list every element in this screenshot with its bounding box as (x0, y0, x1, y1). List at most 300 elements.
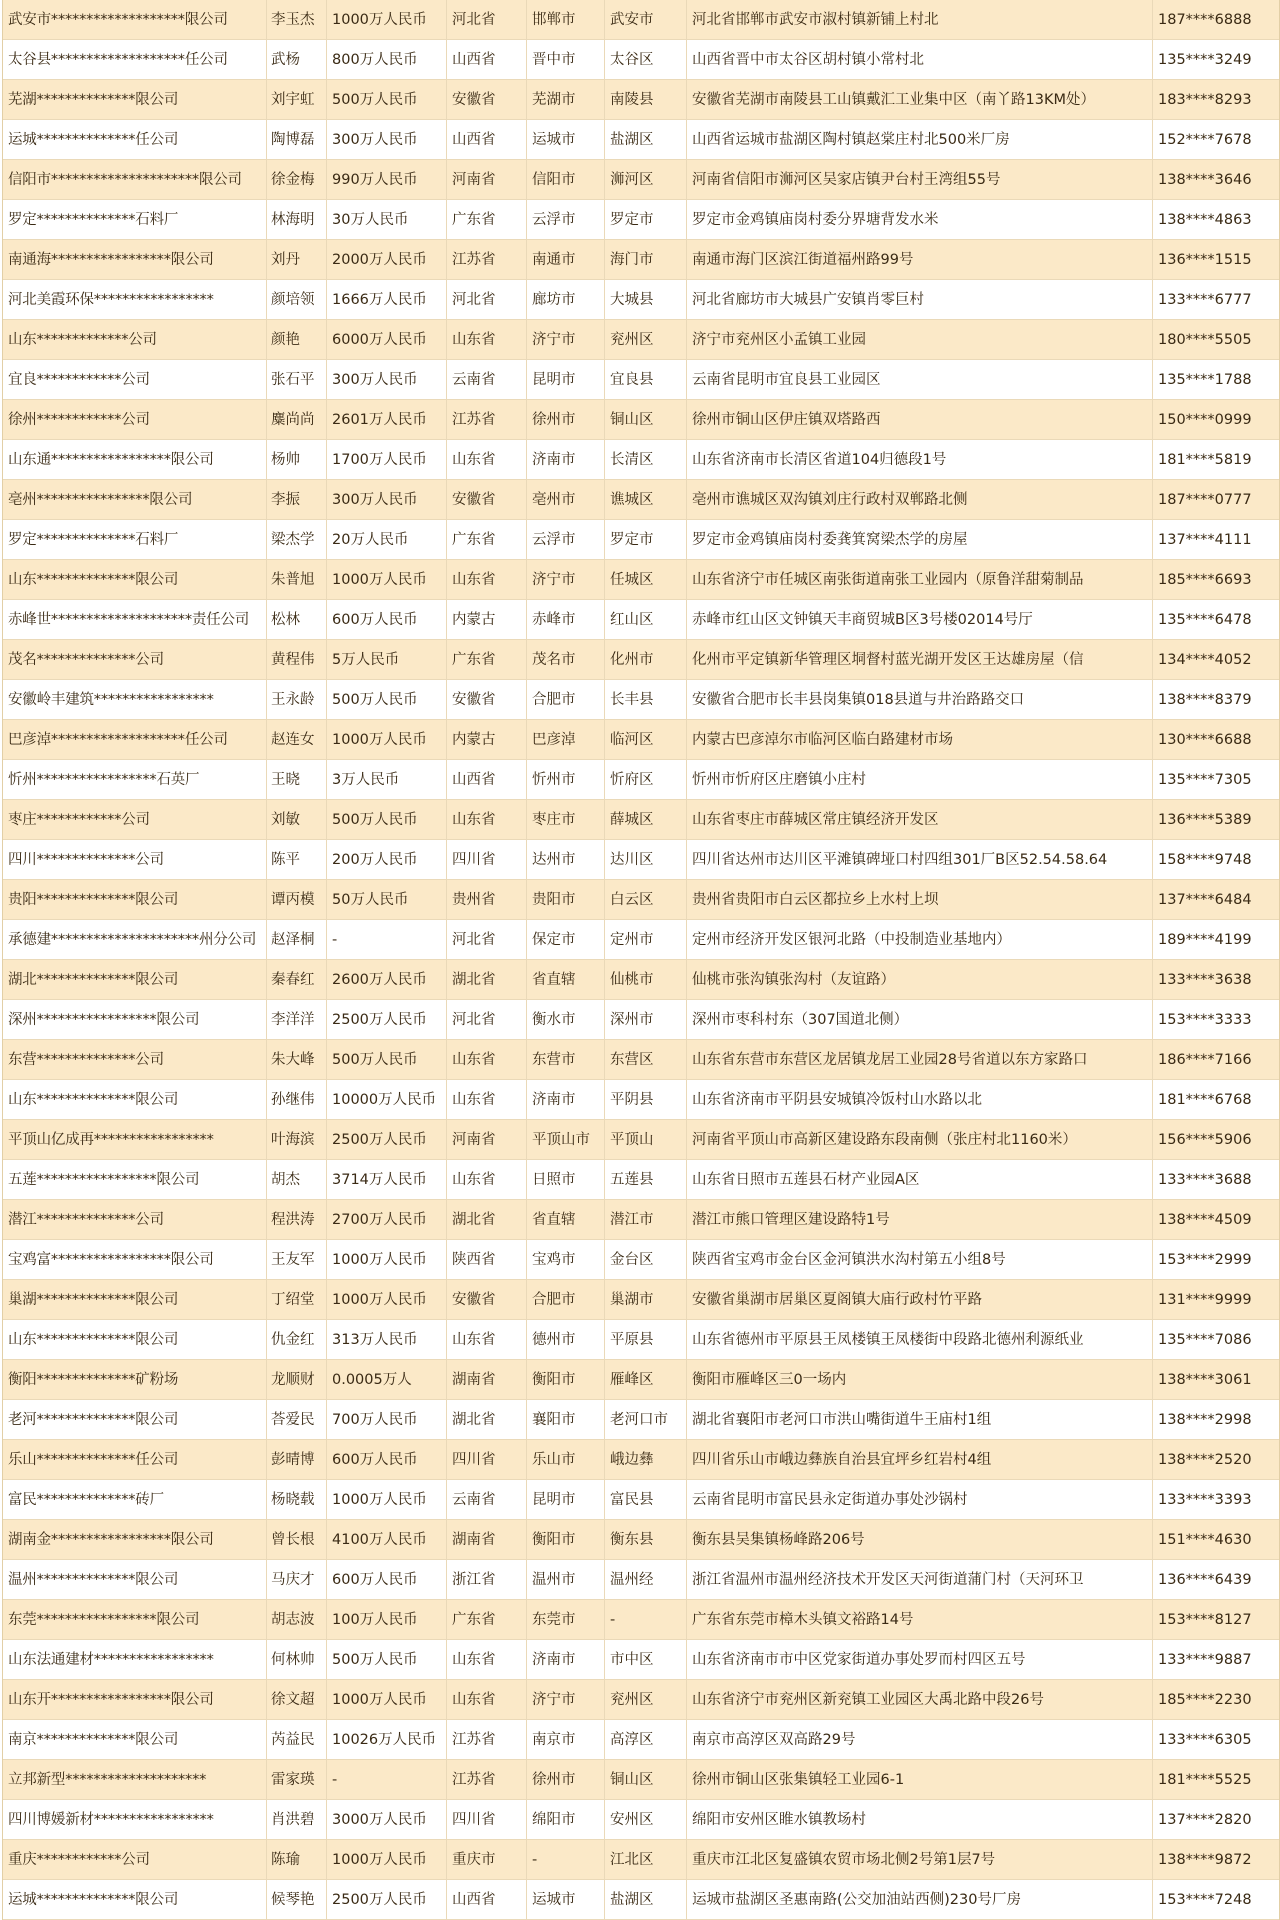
table-row (3, 1520, 1279, 1560)
company-name-cell: 赤峰世********************责任公司 (3, 600, 267, 639)
registered-capital-cell: 10000万人民币 (327, 1080, 447, 1119)
legal-person-cell: 陈瑜 (267, 1840, 327, 1879)
city-cell: 廊坊市 (527, 280, 605, 319)
legal-person-cell: 雷家瑛 (267, 1760, 327, 1799)
phone-cell: 136****1515 (1158, 252, 1252, 268)
phone-cell: 133****3638 (1158, 972, 1252, 988)
province-cell: 山东省 (447, 800, 527, 839)
province-cell: 山西省 (447, 120, 527, 159)
company-name-cell: 巢湖**************限公司 (3, 1280, 267, 1319)
company-name-cell: 衡阳**************矿粉场 (3, 1360, 267, 1399)
legal-person-cell: 杨晓载 (267, 1480, 327, 1519)
company-name-cell: 运城**************限公司 (3, 1880, 267, 1919)
company-name-cell: 宜良************公司 (3, 360, 267, 399)
table-row (3, 560, 1279, 600)
district-cell: 平顶山 (605, 1120, 687, 1159)
phone-cell: 133****6777 (1158, 292, 1252, 308)
phone-cell: 187****6888 (1158, 12, 1252, 28)
district-cell: 忻府区 (605, 760, 687, 799)
district-cell: 东营区 (605, 1040, 687, 1079)
province-cell: 江苏省 (447, 1760, 527, 1799)
city-cell: 温州市 (527, 1560, 605, 1599)
table-row (3, 1080, 1279, 1120)
table-row (3, 200, 1279, 240)
registered-capital-cell: 3714万人民币 (327, 1160, 447, 1199)
company-name-cell: 巴彦淖*******************任公司 (3, 720, 267, 759)
table-row (3, 1160, 1279, 1200)
company-name-cell: 枣庄************公司 (3, 800, 267, 839)
province-cell: 内蒙古 (447, 720, 527, 759)
registered-capital-cell: 1000万人民币 (327, 1480, 447, 1519)
company-name-cell: 五莲*****************限公司 (3, 1160, 267, 1199)
phone-cell: 153****2999 (1158, 1252, 1252, 1268)
address-cell: 南京市高淳区双高路29号 (687, 1720, 1153, 1759)
table-row (3, 1200, 1279, 1240)
table-row (3, 440, 1279, 480)
legal-person-cell: 马庆才 (267, 1560, 327, 1599)
phone-cell: 138****2998 (1158, 1412, 1252, 1428)
phone-cell: 183****8293 (1158, 92, 1252, 108)
legal-person-cell: 王友军 (267, 1240, 327, 1279)
city-cell: 枣庄市 (527, 800, 605, 839)
district-cell: 红山区 (605, 600, 687, 639)
province-cell: 山东省 (447, 320, 527, 359)
city-cell: 南通市 (527, 240, 605, 279)
district-cell: 任城区 (605, 560, 687, 599)
district-cell: 白云区 (605, 880, 687, 919)
table-row (3, 880, 1279, 920)
district-cell: 盐湖区 (605, 120, 687, 159)
phone-cell: 135****6478 (1158, 612, 1252, 628)
legal-person-cell: 王晓 (267, 760, 327, 799)
province-cell: 安徽省 (447, 480, 527, 519)
legal-person-cell: 彭晴博 (267, 1440, 327, 1479)
province-cell: 山西省 (447, 760, 527, 799)
registered-capital-cell: 1700万人民币 (327, 440, 447, 479)
province-cell: 山东省 (447, 1640, 527, 1679)
city-cell: 茂名市 (527, 640, 605, 679)
phone-cell: 138****3646 (1158, 172, 1252, 188)
legal-person-cell: 李振 (267, 480, 327, 519)
address-cell: 罗定市金鸡镇庙岗村委分界塘背发水米 (687, 200, 1153, 239)
company-name-cell: 平顶山亿成再***************** (3, 1120, 267, 1159)
legal-person-cell: 王永龄 (267, 680, 327, 719)
company-name-cell: 四川博媛新材***************** (3, 1800, 267, 1839)
district-cell: 铜山区 (605, 400, 687, 439)
legal-person-cell: 麋尚尚 (267, 400, 327, 439)
phone-cell: 151****4630 (1158, 1532, 1252, 1548)
registered-capital-cell: 500万人民币 (327, 680, 447, 719)
legal-person-cell: 杨帅 (267, 440, 327, 479)
district-cell: 江北区 (605, 1840, 687, 1879)
legal-person-cell: 朱普旭 (267, 560, 327, 599)
city-cell: 忻州市 (527, 760, 605, 799)
address-cell: 四川省乐山市峨边彝族自治县宜坪乡红岩村4组 (687, 1440, 1153, 1479)
registered-capital-cell: 1000万人民币 (327, 1680, 447, 1719)
phone-cell: 158****9748 (1158, 852, 1252, 868)
district-cell: 海门市 (605, 240, 687, 279)
district-cell: 浉河区 (605, 160, 687, 199)
table-row (3, 1280, 1279, 1320)
legal-person-cell: 曾长根 (267, 1520, 327, 1559)
registered-capital-cell: 2500万人民币 (327, 1000, 447, 1039)
province-cell: 四川省 (447, 1800, 527, 1839)
phone-cell: 153****8127 (1158, 1612, 1252, 1628)
district-cell: 平阴县 (605, 1080, 687, 1119)
province-cell: 河北省 (447, 280, 527, 319)
province-cell: 河南省 (447, 1120, 527, 1159)
phone-cell: 152****7678 (1158, 132, 1252, 148)
address-cell: 南通市海门区滨江街道福州路99号 (687, 240, 1153, 279)
registered-capital-cell: 0.0005万人 (327, 1360, 447, 1399)
city-cell: 徐州市 (527, 1760, 605, 1799)
legal-person-cell: 胡杰 (267, 1160, 327, 1199)
table-row (3, 1320, 1279, 1360)
province-cell: 山东省 (447, 440, 527, 479)
district-cell: 雁峰区 (605, 1360, 687, 1399)
address-cell: 贵州省贵阳市白云区都拉乡上水村上坝 (687, 880, 1153, 919)
city-cell: 东营市 (527, 1040, 605, 1079)
phone-cell: 133****6305 (1158, 1732, 1252, 1748)
company-name-cell: 山东法通建材***************** (3, 1640, 267, 1679)
registered-capital-cell: 600万人民币 (327, 600, 447, 639)
table-row (3, 1680, 1279, 1720)
city-cell: 徐州市 (527, 400, 605, 439)
legal-person-cell: 芮益民 (267, 1720, 327, 1759)
company-name-cell: 河北美霞环保***************** (3, 280, 267, 319)
district-cell: 铜山区 (605, 1760, 687, 1799)
registered-capital-cell: 500万人民币 (327, 80, 447, 119)
legal-person-cell: 徐文超 (267, 1680, 327, 1719)
phone-cell: 133****3688 (1158, 1172, 1252, 1188)
registered-capital-cell: 10026万人民币 (327, 1720, 447, 1759)
table-row (3, 800, 1279, 840)
phone-cell: 138****8379 (1158, 692, 1252, 708)
table-row (3, 960, 1279, 1000)
legal-person-cell: 赵连女 (267, 720, 327, 759)
province-cell: 江苏省 (447, 400, 527, 439)
table-row (3, 760, 1279, 800)
company-name-cell: 南京**************限公司 (3, 1720, 267, 1759)
legal-person-cell: 龙顺财 (267, 1360, 327, 1399)
company-name-cell: 茂名**************公司 (3, 640, 267, 679)
registered-capital-cell: 20万人民币 (327, 520, 447, 559)
city-cell: 亳州市 (527, 480, 605, 519)
address-cell: 云南省昆明市富民县永定街道办事处沙锅村 (687, 1480, 1153, 1519)
address-cell: 山东省济宁市任城区南张街道南张工业园内（原鲁洋甜菊制品 (687, 560, 1153, 599)
phone-cell: 133****9887 (1158, 1652, 1252, 1668)
address-cell: 罗定市金鸡镇庙岗村委龚箕窝梁杰学的房屋 (687, 520, 1153, 559)
legal-person-cell: 松林 (267, 600, 327, 639)
legal-person-cell: 李洋洋 (267, 1000, 327, 1039)
phone-cell: 131****9999 (1158, 1292, 1252, 1308)
address-cell: 山东省德州市平原县王凤楼镇王凤楼街中段路北德州利源纸业 (687, 1320, 1153, 1359)
address-cell: 河北省廊坊市大城县广安镇肖零巨村 (687, 280, 1153, 319)
table-row (3, 720, 1279, 760)
legal-person-cell: 李玉杰 (267, 0, 327, 39)
company-name-cell: 东营**************公司 (3, 1040, 267, 1079)
registered-capital-cell: 3000万人民币 (327, 1800, 447, 1839)
table-row (3, 920, 1279, 960)
address-cell: 亳州市谯城区双沟镇刘庄行政村双郸路北侧 (687, 480, 1153, 519)
registered-capital-cell: 300万人民币 (327, 360, 447, 399)
company-name-cell: 山东**************限公司 (3, 560, 267, 599)
phone-cell: 136****5389 (1158, 812, 1252, 828)
table-row (3, 680, 1279, 720)
registered-capital-cell: 300万人民币 (327, 120, 447, 159)
registered-capital-cell: 1000万人民币 (327, 1240, 447, 1279)
table-row (3, 1400, 1279, 1440)
table-row (3, 1480, 1279, 1520)
address-cell: 河北省邯郸市武安市淑村镇新铺上村北 (687, 0, 1153, 39)
table-row (3, 1760, 1279, 1800)
city-cell: 达州市 (527, 840, 605, 879)
phone-cell: 135****1788 (1158, 372, 1252, 388)
phone-cell: 135****3249 (1158, 52, 1252, 68)
table-row (3, 360, 1279, 400)
province-cell: 广东省 (447, 640, 527, 679)
legal-person-cell: 陶博磊 (267, 120, 327, 159)
legal-person-cell: 张石平 (267, 360, 327, 399)
district-cell: 潜江市 (605, 1200, 687, 1239)
company-name-cell: 忻州*****************石英厂 (3, 760, 267, 799)
table-row (3, 520, 1279, 560)
company-name-cell: 宝鸡富*****************限公司 (3, 1240, 267, 1279)
district-cell: 富民县 (605, 1480, 687, 1519)
table-row (3, 240, 1279, 280)
province-cell: 广东省 (447, 200, 527, 239)
registered-capital-cell: 2000万人民币 (327, 240, 447, 279)
company-name-cell: 运城**************任公司 (3, 120, 267, 159)
district-cell: 巢湖市 (605, 1280, 687, 1319)
registered-capital-cell: 2500万人民币 (327, 1120, 447, 1159)
table-row (3, 1000, 1279, 1040)
district-cell: 深州市 (605, 1000, 687, 1039)
phone-cell: 180****5505 (1158, 332, 1252, 348)
legal-person-cell: 林海明 (267, 200, 327, 239)
district-cell: 仙桃市 (605, 960, 687, 999)
company-name-cell: 乐山**************任公司 (3, 1440, 267, 1479)
company-name-cell: 山东*************公司 (3, 320, 267, 359)
district-cell: 化州市 (605, 640, 687, 679)
city-cell: 衡阳市 (527, 1360, 605, 1399)
phone-cell: 181****5819 (1158, 452, 1252, 468)
table-row (3, 840, 1279, 880)
city-cell: 赤峰市 (527, 600, 605, 639)
province-cell: 湖北省 (447, 1200, 527, 1239)
city-cell: 乐山市 (527, 1440, 605, 1479)
phone-cell: 138****4863 (1158, 212, 1252, 228)
phone-cell: 135****7086 (1158, 1332, 1252, 1348)
legal-person-cell: 秦春红 (267, 960, 327, 999)
city-cell: 济南市 (527, 1640, 605, 1679)
company-table (2, 0, 1280, 1920)
province-cell: 山西省 (447, 40, 527, 79)
company-name-cell: 承德建*********************州分公司 (3, 920, 267, 959)
company-name-cell: 山东开*****************限公司 (3, 1680, 267, 1719)
phone-cell: 137****2820 (1158, 1812, 1252, 1828)
address-cell: 化州市平定镇新华管理区垌督村蓝光湖开发区王达雄房屋（信 (687, 640, 1153, 679)
city-cell: 济南市 (527, 440, 605, 479)
district-cell: 长丰县 (605, 680, 687, 719)
address-cell: 运城市盐湖区圣惠南路(公交加油站西侧)230号厂房 (687, 1880, 1153, 1919)
city-cell: 晋中市 (527, 40, 605, 79)
district-cell: 市中区 (605, 1640, 687, 1679)
city-cell: 信阳市 (527, 160, 605, 199)
company-name-cell: 东莞*****************限公司 (3, 1600, 267, 1639)
legal-person-cell: 程洪涛 (267, 1200, 327, 1239)
province-cell: 河北省 (447, 920, 527, 959)
district-cell: 长清区 (605, 440, 687, 479)
city-cell: 省直辖 (527, 960, 605, 999)
city-cell: 东莞市 (527, 1600, 605, 1639)
company-name-cell: 南通海*****************限公司 (3, 240, 267, 279)
table-row (3, 480, 1279, 520)
legal-person-cell: 丁绍堂 (267, 1280, 327, 1319)
legal-person-cell: 刘敏 (267, 800, 327, 839)
city-cell: 德州市 (527, 1320, 605, 1359)
registered-capital-cell: 700万人民币 (327, 1400, 447, 1439)
phone-cell: 153****7248 (1158, 1892, 1252, 1908)
legal-person-cell: 朱大峰 (267, 1040, 327, 1079)
district-cell: 五莲县 (605, 1160, 687, 1199)
table-row (3, 600, 1279, 640)
phone-cell: 138****2520 (1158, 1452, 1252, 1468)
table-row (3, 1040, 1279, 1080)
city-cell: 合肥市 (527, 680, 605, 719)
table-row (3, 1840, 1279, 1880)
province-cell: 安徽省 (447, 680, 527, 719)
legal-person-cell: 何林帅 (267, 1640, 327, 1679)
district-cell: 安州区 (605, 1800, 687, 1839)
district-cell: 衡东县 (605, 1520, 687, 1559)
legal-person-cell: 荅爱民 (267, 1400, 327, 1439)
province-cell: 山东省 (447, 1160, 527, 1199)
registered-capital-cell: 6000万人民币 (327, 320, 447, 359)
province-cell: 广东省 (447, 520, 527, 559)
table-row (3, 1240, 1279, 1280)
district-cell: 太谷区 (605, 40, 687, 79)
address-cell: 忻州市忻府区庄磨镇小庄村 (687, 760, 1153, 799)
address-cell: 山东省东营市东营区龙居镇龙居工业园28号省道以东方家路口 (687, 1040, 1153, 1079)
province-cell: 云南省 (447, 360, 527, 399)
city-cell: 宝鸡市 (527, 1240, 605, 1279)
registered-capital-cell: 2500万人民币 (327, 1880, 447, 1919)
city-cell: 昆明市 (527, 360, 605, 399)
table-row (3, 320, 1279, 360)
legal-person-cell: 谭丙模 (267, 880, 327, 919)
district-cell: 平原县 (605, 1320, 687, 1359)
province-cell: 山西省 (447, 1880, 527, 1919)
phone-cell: 181****5525 (1158, 1772, 1252, 1788)
district-cell: 兖州区 (605, 1680, 687, 1719)
city-cell: 襄阳市 (527, 1400, 605, 1439)
city-cell: 保定市 (527, 920, 605, 959)
address-cell: 深州市枣科村东（307国道北侧） (687, 1000, 1153, 1039)
address-cell: 绵阳市安州区睢水镇教场村 (687, 1800, 1153, 1839)
phone-cell: 185****6693 (1158, 572, 1252, 588)
district-cell: 定州市 (605, 920, 687, 959)
district-cell: 薛城区 (605, 800, 687, 839)
district-cell: 临河区 (605, 720, 687, 759)
registered-capital-cell: 4100万人民币 (327, 1520, 447, 1559)
address-cell: 山东省济南市市中区党家街道办事处罗而村四区五号 (687, 1640, 1153, 1679)
company-name-cell: 四川**************公司 (3, 840, 267, 879)
district-cell: 高淳区 (605, 1720, 687, 1759)
province-cell: 山东省 (447, 1040, 527, 1079)
province-cell: 江苏省 (447, 240, 527, 279)
registered-capital-cell: - (327, 1760, 447, 1799)
province-cell: 浙江省 (447, 1560, 527, 1599)
district-cell: 峨边彝 (605, 1440, 687, 1479)
phone-cell: 186****7166 (1158, 1052, 1252, 1068)
phone-cell: 150****0999 (1158, 412, 1252, 428)
registered-capital-cell: 100万人民币 (327, 1600, 447, 1639)
phone-cell: 138****3061 (1158, 1372, 1252, 1388)
table-row (3, 1560, 1279, 1600)
address-cell: 安徽省合肥市长丰县岗集镇018县道与井治路路交口 (687, 680, 1153, 719)
city-cell: 平顶山市 (527, 1120, 605, 1159)
table-row (3, 80, 1279, 120)
company-name-cell: 湖北**************限公司 (3, 960, 267, 999)
address-cell: 定州市经济开发区银河北路（中投制造业基地内） (687, 920, 1153, 959)
registered-capital-cell: 2700万人民币 (327, 1200, 447, 1239)
city-cell: 贵阳市 (527, 880, 605, 919)
company-name-cell: 重庆************公司 (3, 1840, 267, 1879)
city-cell: 济宁市 (527, 1680, 605, 1719)
registered-capital-cell: 50万人民币 (327, 880, 447, 919)
address-cell: 山东省日照市五莲县石材产业园A区 (687, 1160, 1153, 1199)
legal-person-cell: 武杨 (267, 40, 327, 79)
registered-capital-cell: 200万人民币 (327, 840, 447, 879)
company-name-cell: 立邦新型******************** (3, 1760, 267, 1799)
province-cell: 湖北省 (447, 1400, 527, 1439)
district-cell: 兖州区 (605, 320, 687, 359)
city-cell: 云浮市 (527, 520, 605, 559)
district-cell: 温州经 (605, 1560, 687, 1599)
company-name-cell: 太谷县*******************任公司 (3, 40, 267, 79)
city-cell: 济宁市 (527, 320, 605, 359)
city-cell: 巴彦淖 (527, 720, 605, 759)
company-name-cell: 山东**************限公司 (3, 1080, 267, 1119)
city-cell: 运城市 (527, 1880, 605, 1919)
registered-capital-cell: 313万人民币 (327, 1320, 447, 1359)
table-row (3, 1440, 1279, 1480)
table-row (3, 1880, 1279, 1920)
legal-person-cell: 刘丹 (267, 240, 327, 279)
legal-person-cell: 赵泽桐 (267, 920, 327, 959)
company-name-cell: 富民**************砖厂 (3, 1480, 267, 1519)
legal-person-cell: 刘宇虹 (267, 80, 327, 119)
address-cell: 济宁市兖州区小孟镇工业园 (687, 320, 1153, 359)
address-cell: 安徽省芜湖市南陵县工山镇戴汇工业集中区（南丫路13KM处） (687, 80, 1153, 119)
address-cell: 山西省运城市盐湖区陶村镇赵棠庄村北500米厂房 (687, 120, 1153, 159)
district-cell: 罗定市 (605, 200, 687, 239)
address-cell: 山西省晋中市太谷区胡村镇小常村北 (687, 40, 1153, 79)
district-cell: 罗定市 (605, 520, 687, 559)
district-cell: 大城县 (605, 280, 687, 319)
registered-capital-cell: 1000万人民币 (327, 1280, 447, 1319)
registered-capital-cell: 1000万人民币 (327, 0, 447, 39)
company-name-cell: 安徽岭丰建筑***************** (3, 680, 267, 719)
phone-cell: 181****6768 (1158, 1092, 1252, 1108)
registered-capital-cell: 5万人民币 (327, 640, 447, 679)
address-cell: 仙桃市张沟镇张沟村（友谊路） (687, 960, 1153, 999)
address-cell: 内蒙古巴彦淖尔市临河区临白路建材市场 (687, 720, 1153, 759)
city-cell: 云浮市 (527, 200, 605, 239)
address-cell: 湖北省襄阳市老河口市洪山嘴街道牛王庙村1组 (687, 1400, 1153, 1439)
phone-cell: 138****4509 (1158, 1212, 1252, 1228)
